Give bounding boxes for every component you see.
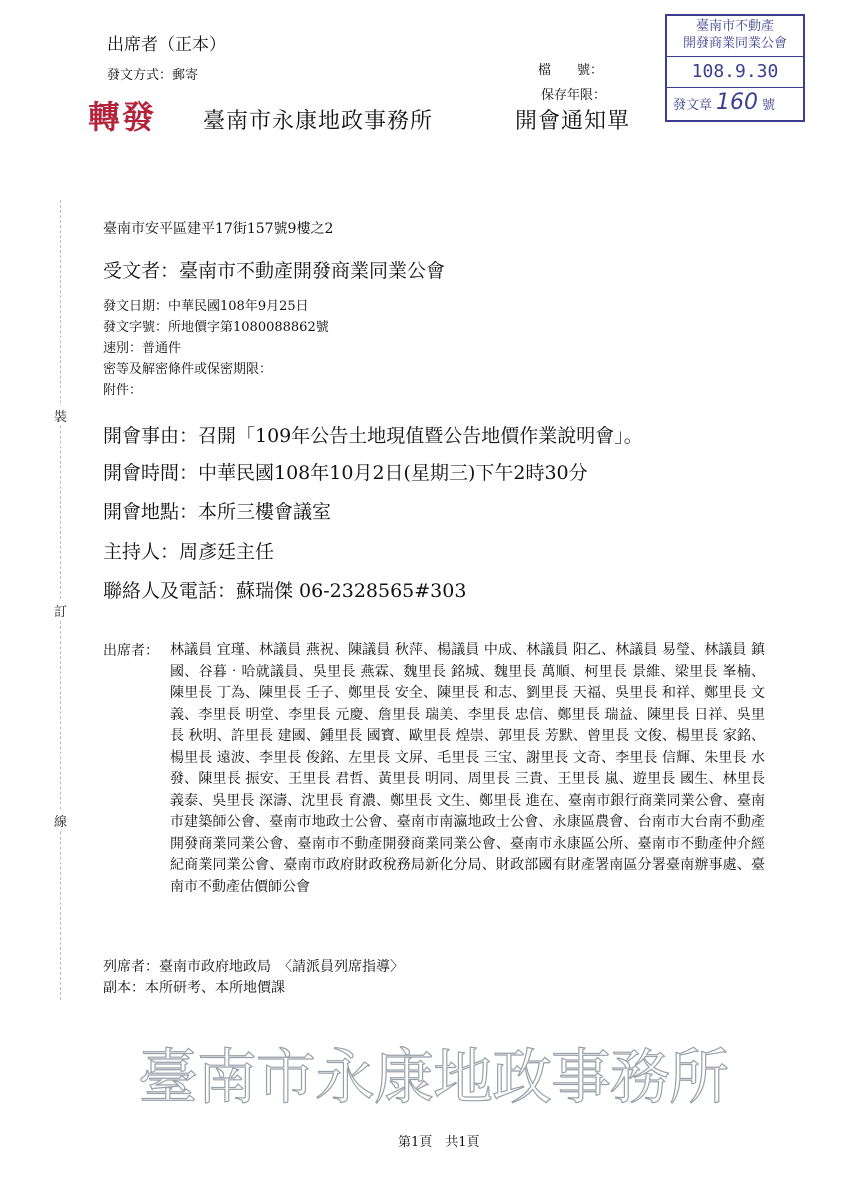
observers: 列席者：臺南市政府地政局 〈請派員列席指導〉 bbox=[103, 959, 404, 975]
stamp-date: 108.9.30 bbox=[667, 57, 803, 88]
copy-type: 出席者（正本） bbox=[107, 35, 226, 55]
meeting-subject: 開會事由：召開「109年公告土地現值暨公告地價作業說明會」。 bbox=[103, 425, 643, 447]
received-stamp bbox=[665, 14, 805, 122]
binding-line bbox=[60, 200, 61, 1000]
binding-mark-bottom: 線 bbox=[54, 811, 67, 830]
stamp-org-line2: 開發商業同業公會 bbox=[682, 36, 787, 51]
attendees-label: 出席者： bbox=[103, 643, 159, 659]
document-type: 開會通知單 bbox=[515, 109, 631, 134]
meeting-time: 開會時間：中華民國108年10月2日(星期三)下午2時30分 bbox=[103, 462, 588, 484]
stamp-org-line1: 臺南市不動產 bbox=[695, 19, 774, 34]
speed-category: 速別：普通件 bbox=[103, 341, 182, 356]
meeting-contact: 聯絡人及電話：蘇瑞傑 06-2328565#303 bbox=[103, 580, 467, 602]
binding-mark-middle: 訂 bbox=[54, 601, 67, 620]
meeting-chair: 主持人：周彥廷主任 bbox=[103, 541, 275, 563]
forward-stamp: 轉發 bbox=[88, 98, 157, 136]
stamp-doc-label: 發文章 bbox=[673, 98, 713, 113]
agency-name: 臺南市永康地政事務所 bbox=[203, 109, 434, 134]
file-number-label: 檔 號： bbox=[538, 63, 604, 78]
secrecy-level: 密等及解密條件或保密期限： bbox=[103, 362, 273, 377]
meeting-place: 開會地點：本所三樓會議室 bbox=[103, 501, 332, 523]
carbon-copy: 副本：本所研考、本所地價課 bbox=[103, 980, 285, 996]
retention-label: 保存年限： bbox=[541, 88, 607, 103]
agency-seal: 臺南市永康地政事務所 bbox=[138, 1043, 728, 1113]
recipient-address: 臺南市安平區建平17街157號9樓之2 bbox=[103, 221, 334, 237]
binding-mark-top: 裝 bbox=[54, 406, 67, 425]
stamp-doc-number-row bbox=[667, 88, 803, 118]
attachment: 附件： bbox=[103, 383, 143, 398]
issue-number: 發文字號：所地價字第1080088862號 bbox=[103, 320, 329, 335]
page-number: 第1頁 共1頁 bbox=[398, 1135, 480, 1150]
recipient: 受文者：臺南市不動產開發商業同業公會 bbox=[103, 260, 446, 282]
stamp-doc-suffix: 號 bbox=[762, 98, 776, 113]
issue-date: 發文日期：中華民國108年9月25日 bbox=[103, 299, 309, 314]
attendees-list: 林議員 宜瑾、林議員 燕祝、陳議員 秋萍、楊議員 中成、林議員 阳乙、林議員 易瑩、林議員 鎮國、谷暮‧哈就議員、吳里長 燕霖、魏里長 銘城、魏里長 萬順、柯里長 景維、梁里長 峯楠、陳里長 丁為、陳里長 壬子、鄭里長 安全、陳里長 和志、劉里長 天福、吳里長 和祥、鄭里長 文義、李里長 明堂、李里長 元慶、詹里長 瑞美、李里長 忠信、鄭里長 瑞益、陳里長 日祥、吳里長 秋明、許里長 建國、鍾里長 國寶、歐里長 煌崇、郭里長 芳默、曾里長 文俊、楊里長 家銘、楊里長 遠波、李里長 俊銘、左里長 文屏、毛里長 三宝、謝里長 文奇、李里長 信輝、朱里長 水發、陳里長 振安、王里長 君哲、黃里長 明同、周里長 三貴、王里長 嵐、遊里長 國生、林里長 義泰、吳里長 深濤、沈里長 育濃、鄭里長 文生、鄭里長 進在、臺南市銀行商業同業公會、臺南市建築師公會、臺南市地政士公會、臺南市南瀛地政士公會、永康區農會、台南市大台南不動產開發商業同業公會、臺南市不動產開發商業同業公會、臺南市永康區公所、臺南市不動產仲介經紀商業同業公會、臺南市政府財政稅務局新化分局、財政部國有財產署南區分署臺南辦事處、臺南市不動產估價師公會 bbox=[170, 642, 765, 895]
send-method: 發文方式：郵寄 bbox=[107, 68, 199, 83]
stamp-doc-number: 160 bbox=[716, 90, 759, 115]
